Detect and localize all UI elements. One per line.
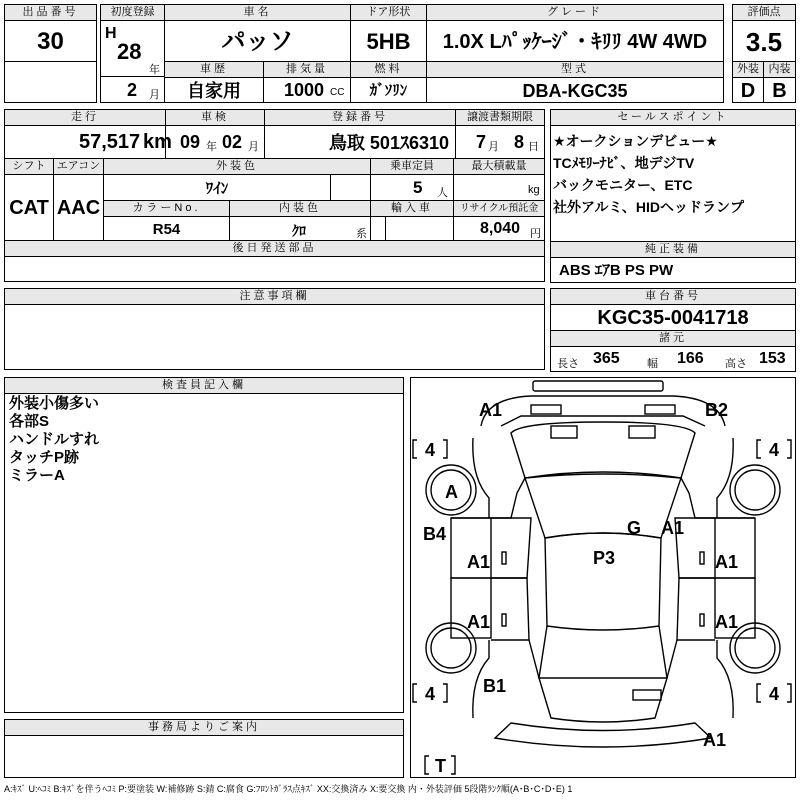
capacity-unit: 人	[437, 187, 448, 199]
damage-b1-rear-left: B1	[483, 676, 507, 696]
len: 365	[593, 350, 620, 367]
inspection-cell	[165, 125, 265, 159]
model-label: 型式	[426, 61, 724, 78]
first-reg-label: 初度登録	[100, 4, 165, 21]
sales-line: ★オークションデビュー★	[553, 133, 718, 149]
interior-label: 内装	[763, 61, 796, 78]
trunk-marker: T	[435, 756, 446, 776]
grade: 1.0X Lﾊﾟｯｹｰｼﾞ・ｷﾘﾘ 4W 4WD	[426, 20, 724, 62]
equip-label: 純正装備	[550, 241, 796, 258]
damage-a1-rear-bumper: A1	[703, 730, 727, 750]
insp-year: 09	[180, 132, 201, 152]
insp-year-unit: 年	[206, 141, 217, 153]
lot-label: 出品番号	[4, 4, 97, 21]
inspector-line: タッチP跡	[9, 449, 80, 466]
month: 2	[127, 80, 138, 100]
damage-g-windshield: G	[627, 518, 642, 538]
reg-label: 登録番号	[264, 109, 456, 126]
displacement: 1000	[284, 80, 325, 100]
year-unit: 年	[149, 64, 160, 76]
later-parts-label: 後日発送部品	[4, 240, 545, 257]
mileage-unit: km	[143, 131, 172, 153]
displacement-cell	[263, 77, 351, 103]
inspector-box	[4, 393, 404, 713]
door-label: ドア形状	[350, 4, 427, 21]
hei-label: 高さ	[725, 358, 747, 370]
sales-line: 社外アルミ、HIDヘッドランプ	[553, 199, 744, 215]
damage-b2-front-right: B2	[705, 400, 729, 420]
recycle-label: リサイクル預託金	[453, 200, 545, 217]
inspector-line: ミラーA	[9, 467, 65, 484]
fuel-label: 燃料	[350, 61, 427, 78]
shift-label: シフト	[4, 158, 54, 175]
dims-row	[550, 346, 796, 372]
interior-score: B	[763, 77, 796, 103]
office-label: 事務局よりご案内	[4, 719, 404, 736]
damage-a1-left-rear-door: A1	[467, 612, 491, 632]
transfer-label: 譲渡書類期限	[455, 109, 545, 126]
damage-b4-left: B4	[423, 524, 447, 544]
transfer-day: 8	[514, 132, 525, 152]
tire-tread-fl: 4	[425, 440, 436, 460]
shift: CAT	[4, 174, 54, 241]
history: 自家用	[164, 77, 264, 103]
first-reg-month	[100, 76, 165, 103]
first-reg-year	[100, 20, 165, 77]
sales-line: TCﾒﾓﾘｰﾅﾋﾞ、地デジTV	[553, 155, 695, 171]
sales-line: バックモニター、ETC	[553, 177, 693, 193]
capacity-label: 乗車定員	[370, 158, 454, 175]
import-cell-b	[385, 216, 454, 241]
color-label: 外装色	[103, 158, 371, 175]
inspection-label: 車検	[165, 109, 265, 126]
dims-label: 諸元	[550, 330, 796, 347]
mileage-cell	[4, 125, 172, 159]
fuel: ｶﾞｿﾘﾝ	[350, 77, 427, 103]
month-unit: 月	[149, 89, 160, 101]
transfer-month: 7	[476, 132, 487, 152]
color-no: R54	[103, 216, 230, 241]
car-name: パッソ	[164, 20, 351, 62]
recycle: 8,040	[480, 220, 521, 237]
wid: 166	[677, 350, 704, 367]
chassis-label: 車台番号	[550, 288, 796, 305]
office-field	[4, 735, 404, 778]
year: 28	[117, 39, 142, 64]
capacity: 5	[413, 178, 423, 197]
load-cell	[453, 174, 545, 201]
load-label: 最大積載量	[453, 158, 545, 175]
insp-month-unit: 月	[248, 141, 259, 153]
chassis-number: KGC35-0041718	[550, 304, 796, 331]
car-name-label: 車名	[164, 4, 351, 21]
damage-a1-right-rear-door: A1	[715, 612, 739, 632]
damage-a1-windshield: A1	[661, 518, 685, 538]
import-cell-a	[370, 216, 386, 241]
notes-label: 注意事項欄	[4, 288, 545, 305]
load-unit: kg	[528, 184, 540, 196]
door-type: 5HB	[350, 20, 427, 62]
damage-a1-left-front-door: A1	[467, 552, 491, 572]
int-color-cell	[229, 216, 371, 241]
era: H	[105, 25, 117, 42]
mileage-label: 走行	[4, 109, 166, 126]
lot-number: 30	[4, 20, 97, 62]
ac: AAC	[53, 174, 104, 241]
later-parts-field	[4, 256, 545, 282]
hei: 153	[759, 350, 786, 367]
exterior-score: D	[732, 77, 764, 103]
damage-a1-front-left: A1	[479, 400, 503, 420]
inspector-line: ハンドルすれ	[9, 431, 100, 448]
sales-box	[550, 125, 796, 242]
tire-tread-rl: 4	[425, 684, 436, 704]
sales-label: セールスポイント	[550, 109, 796, 126]
color: ﾜｲﾝ	[103, 174, 331, 201]
int-color: ｸﾛ	[292, 223, 306, 239]
int-color-label: 内装色	[229, 200, 371, 217]
import-label: 輸入車	[370, 200, 454, 217]
equip-value: ABS ｴｱB PS PW	[550, 257, 796, 283]
score-label: 評価点	[732, 4, 796, 21]
color-no-label: カラーNo.	[103, 200, 230, 217]
insp-month: 02	[222, 132, 243, 152]
ac-label: エアコン	[53, 158, 104, 175]
mileage: 57,517	[79, 131, 141, 153]
exterior-label: 外装	[732, 61, 764, 78]
len-label: 長さ	[557, 358, 579, 370]
score: 3.5	[732, 20, 796, 62]
reg-number: 鳥取 501ｽ6310	[264, 125, 456, 159]
notes-field	[4, 304, 545, 370]
tire-tread-rr: 4	[769, 684, 780, 704]
inspector-line: 外装小傷多い	[9, 395, 100, 412]
recycle-unit: 円	[530, 228, 541, 240]
grade-label: グレード	[426, 4, 724, 21]
damage-a1-right-front-door: A1	[715, 552, 739, 572]
inspector-line: 各部S	[9, 413, 50, 430]
car-diagram-drawing	[411, 378, 795, 777]
capacity-cell	[370, 174, 454, 201]
damage-p3-roof: P3	[593, 548, 616, 568]
displacement-unit: CC	[330, 87, 345, 98]
recycle-cell	[453, 216, 545, 241]
wid-label: 幅	[647, 358, 658, 370]
car-diagram	[410, 377, 796, 778]
tire-tread-fr: 4	[769, 440, 780, 460]
model: DBA-KGC35	[426, 77, 724, 103]
history-label: 車歴	[164, 61, 264, 78]
transfer-month-unit: 月	[488, 141, 499, 153]
transfer-cell	[455, 125, 545, 159]
color-blank	[330, 174, 371, 201]
transfer-day-unit: 日	[528, 141, 539, 153]
lot-blank	[4, 61, 97, 103]
int-color-unit: 系	[356, 228, 367, 240]
legend: A:ｷｽﾞ U:ﾍｺﾐ B:ｷｽﾞを伴うﾍｺﾐ P:要塗装 W:補修跡 S:錆 C:腐食 G:ﾌﾛﾝﾄｶﾞﾗｽ点ｷｽﾞ XX:交換済み X:要交換 内・外装評価 5段階ﾗﾝｸ順(A･B･C･D･E) 1	[4, 784, 573, 794]
damage-a-left-wheel: A	[445, 482, 458, 502]
displacement-label: 排気量	[263, 61, 351, 78]
inspector-label: 検査員記入欄	[4, 377, 404, 394]
